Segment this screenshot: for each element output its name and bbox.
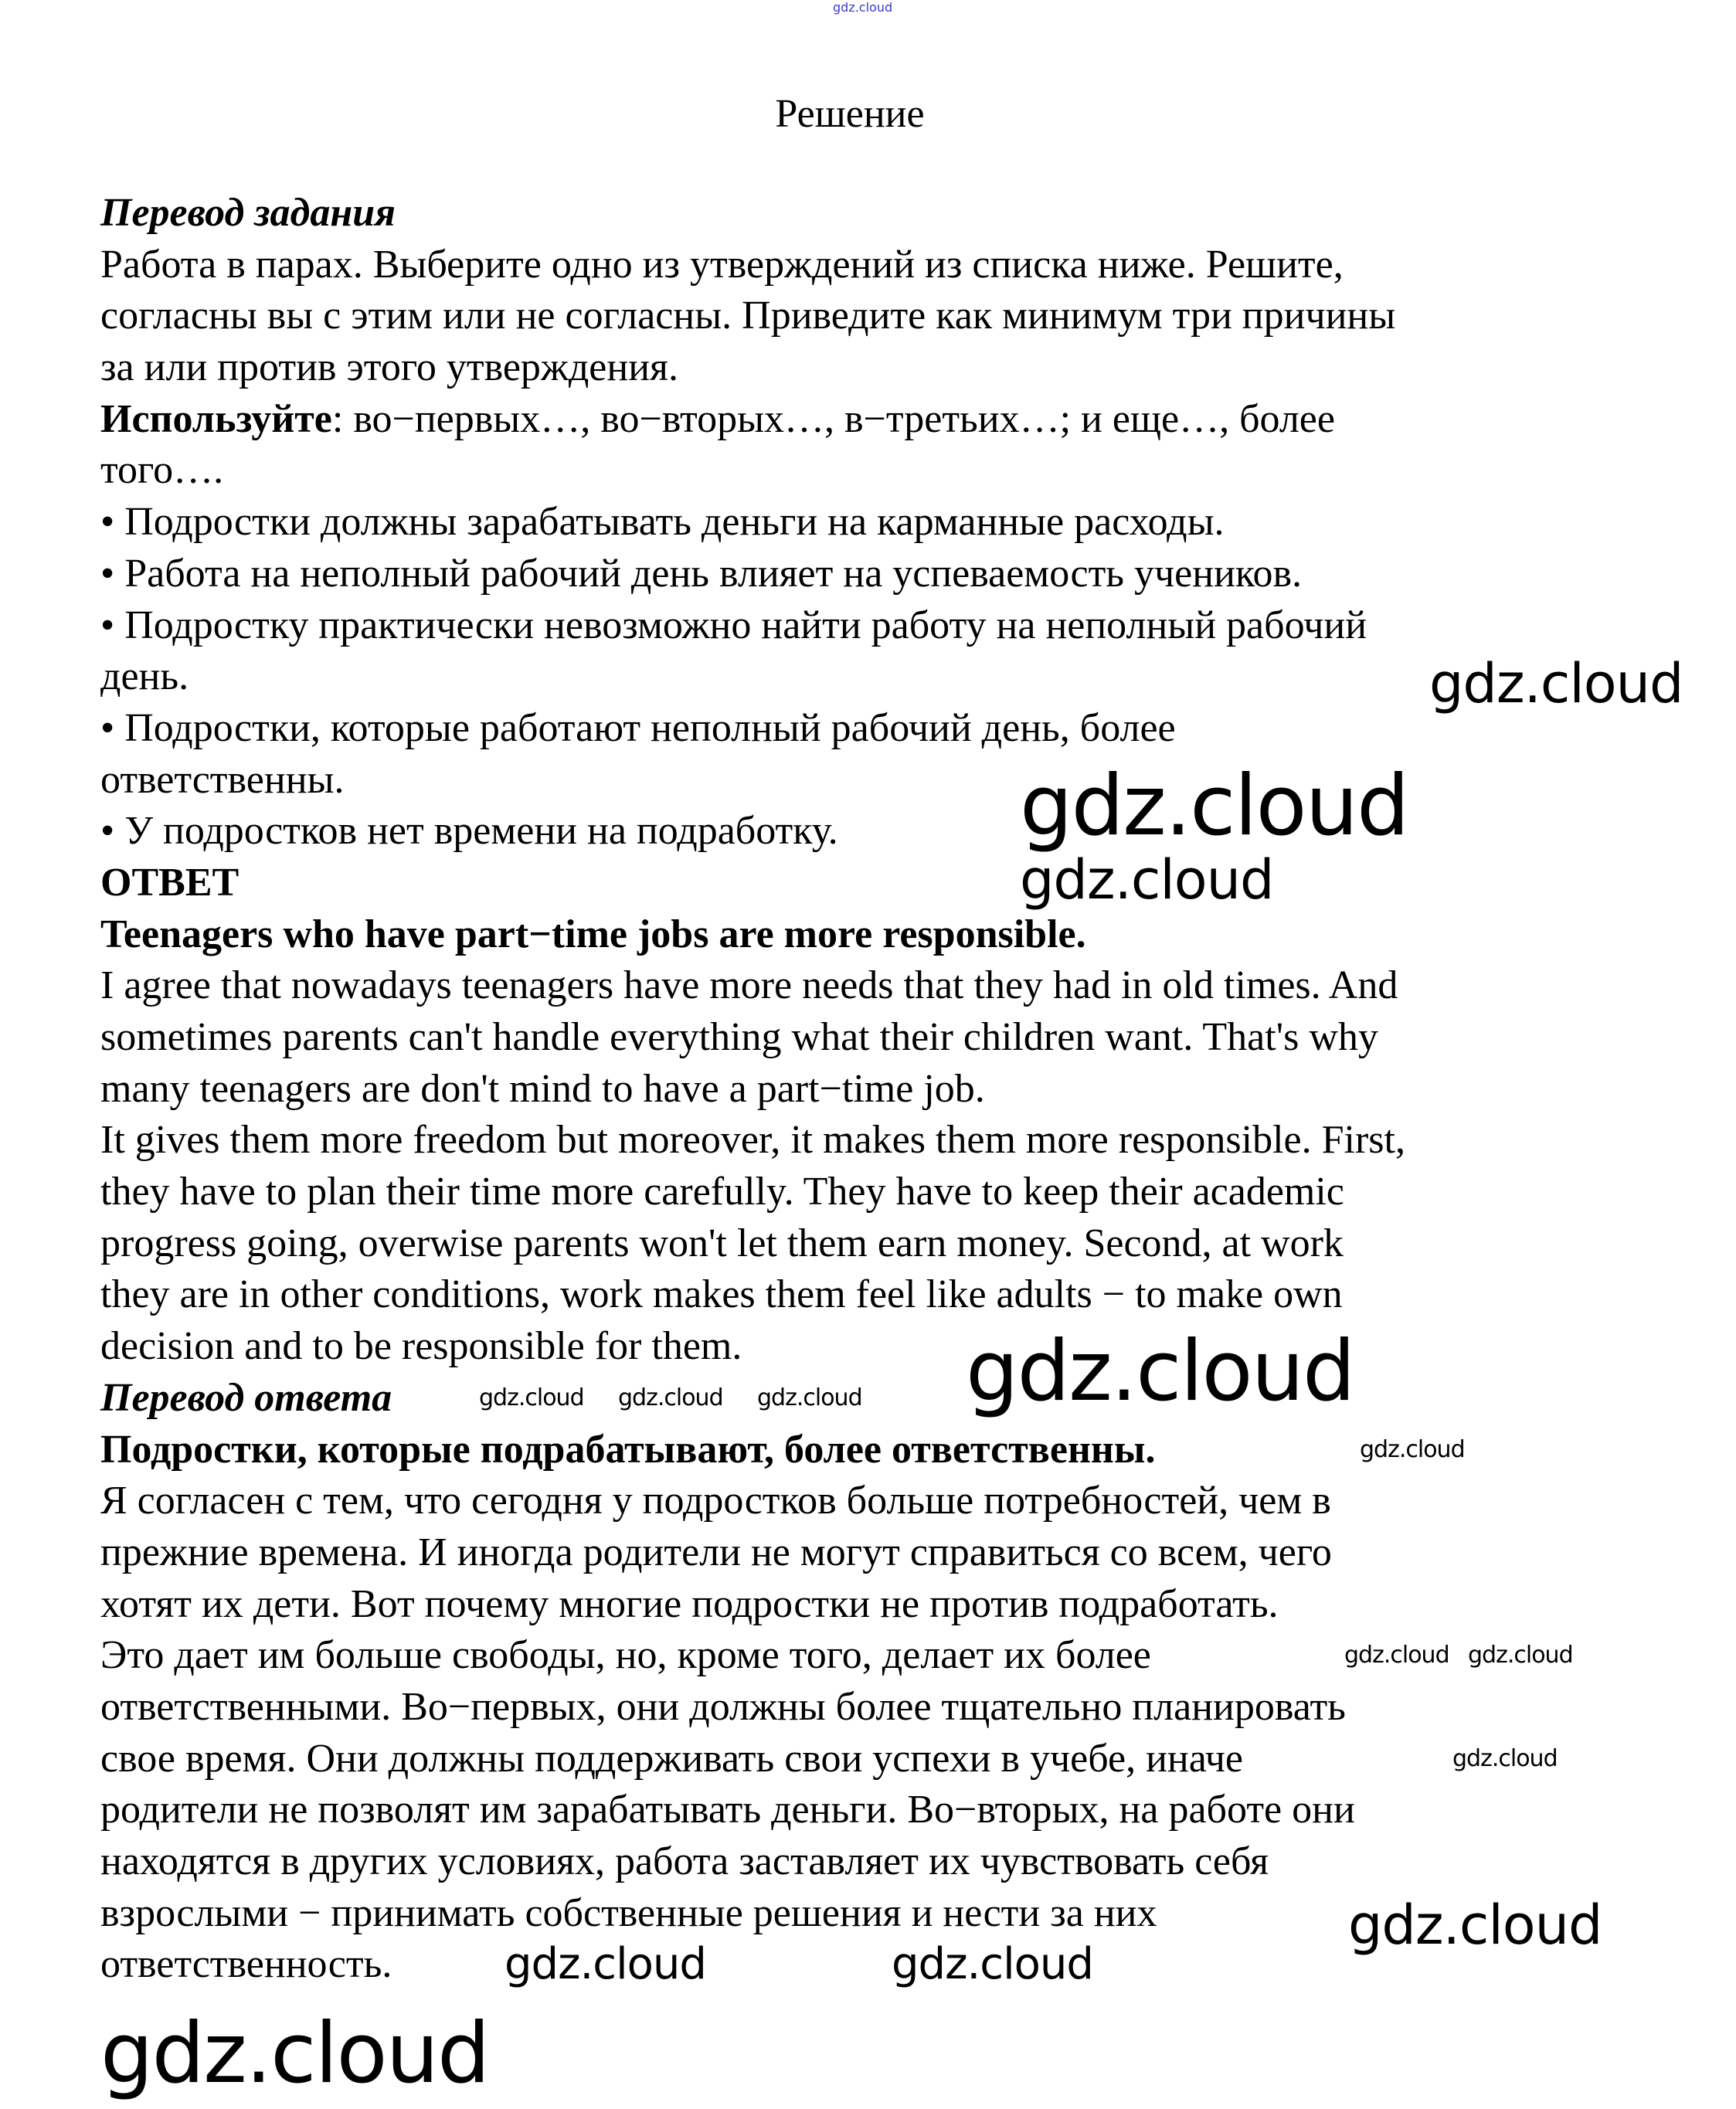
page-heading: Решение [775,92,925,136]
section-heading: Перевод задания [100,191,396,235]
text-line [100,1630,1151,1682]
text-segment: согласны вы с этим или не согласны. Приведите как минимум три причины [100,294,1396,338]
text-line [100,548,1302,600]
watermark: gdz.cloud [892,1939,1093,1989]
text-line [100,188,396,239]
watermark: gdz.cloud [1348,1893,1602,1957]
text-line [100,600,1367,652]
text-line [100,1425,1155,1476]
text-segment: It gives them more freedom but moreover, it makes them more responsible. First, [100,1118,1405,1163]
text-line [100,909,1086,961]
text-segment: ответственность. [100,1942,392,1987]
text-line [100,755,344,807]
text-segment: Используйте [100,396,332,441]
text-line [100,651,189,703]
watermark: gdz.cloud [1020,758,1408,854]
watermark: gdz.cloud [1344,1642,1449,1669]
text-line [100,960,1398,1012]
text-line [100,290,1395,342]
text-line [100,703,1176,755]
text-segment: decision and to be responsible for them. [100,1324,742,1369]
text-line [100,1321,742,1373]
text-line [100,1734,1243,1785]
text-segment: день. [100,654,189,699]
text-segment: хотят их дети. Вот почему многие подростки не против подработать. [100,1581,1279,1626]
watermark: gdz.cloud [618,1384,723,1411]
text-segment: I agree that nowadays teenagers have more needs that they had in old times. And [100,963,1398,1008]
text-segment: Подростки, которые подрабатывают, более ответственны. [100,1427,1156,1472]
text-line [100,1012,1378,1064]
text-line [100,806,838,858]
text-segment: за или против этого утверждения. [100,345,678,390]
text-line [100,497,1225,548]
text-segment: Работа в парах. Выберите одно из утверждений из списка ниже. Решите, [100,242,1344,287]
text-segment: many teenagers are don't mind to have a part−time job. [100,1066,985,1111]
text-segment: ОТВЕТ [100,860,240,905]
watermark: gdz.cloud [833,0,893,15]
text-line [100,858,239,909]
text-segment: • У подростков нет времени на подработку. [100,809,838,854]
text-line [100,1115,1405,1167]
text-segment: • Работа на неполный рабочий день влияет на успеваемость учеников. [100,551,1303,596]
text-segment: : во−первых…, во−вторых…, в−третьих…; и еще…, более [331,396,1335,441]
watermark: gdz.cloud [1360,1436,1465,1463]
section-heading: Перевод ответа [100,1375,392,1420]
text-line [100,342,678,394]
text-line [100,1836,1269,1888]
text-line [100,1682,1346,1734]
text-line [100,1476,1331,1527]
text-line [100,1167,1344,1218]
text-line [100,1785,1355,1836]
watermark: gdz.cloud [1468,1642,1573,1669]
watermark: gdz.cloud [757,1384,862,1411]
text-line [100,1939,392,1991]
watermark: gdz.cloud [1429,652,1683,715]
text-segment: they have to plan their time more carefully. They have to keep their academic [100,1170,1344,1214]
text-segment: ответственны. [100,757,345,802]
text-segment: прежние времена. И иногда родители не могут справиться со всем, чего [100,1530,1332,1574]
watermark: gdz.cloud [1452,1745,1558,1772]
text-line [100,1579,1279,1631]
text-line [100,1269,1343,1321]
watermark: gdz.cloud [1020,848,1274,912]
text-segment: ответственными. Во−первых, они должны более тщательно планировать [100,1684,1346,1729]
text-segment: • Подростки должны зарабатывать деньги на карманные расходы. [100,500,1225,545]
watermark: gdz.cloud [966,1323,1354,1420]
text-segment: Я согласен с тем, что сегодня у подростков больше потребностей, чем в [100,1479,1331,1523]
text-segment: Teenagers who have part−time jobs are more responsible. [100,912,1086,956]
text-segment: находятся в других условиях, работа заставляет их чувствовать себя [100,1839,1269,1883]
text-line [100,1888,1157,1940]
text-line [100,1527,1332,1579]
document-body [100,188,1405,1991]
text-line [100,394,1335,446]
text-segment: • Подростки, которые работают неполный рабочий день, более [100,705,1176,750]
text-line [100,239,1344,291]
text-segment: Это дает им больше свободы, но, кроме того, делает их более [100,1633,1151,1678]
text-line [100,1218,1344,1270]
text-segment: свое время. Они должны поддерживать свои успехи в учебе, иначе [100,1736,1243,1781]
text-line [100,1064,985,1116]
text-segment: родители не позволят им зарабатывать деньги. Во−вторых, на работе они [100,1788,1355,1832]
text-segment: взрослыми − принимать собственные решения и нести за них [100,1890,1157,1935]
watermark: gdz.cloud [100,2005,489,2102]
text-line [100,1373,392,1425]
text-segment: sometimes parents can't handle everything what their children want. That's why [100,1015,1378,1059]
text-segment: they are in other conditions, work makes them feel like adults − to make own [100,1272,1343,1317]
text-line [100,445,223,497]
text-segment: • Подростку практически невозможно найти работу на неполный рабочий [100,603,1367,647]
watermark: gdz.cloud [504,1939,706,1989]
watermark: gdz.cloud [479,1384,584,1411]
text-segment: progress going, overwise parents won't let them earn money. Second, at work [100,1221,1344,1265]
text-segment: того…. [100,448,224,493]
